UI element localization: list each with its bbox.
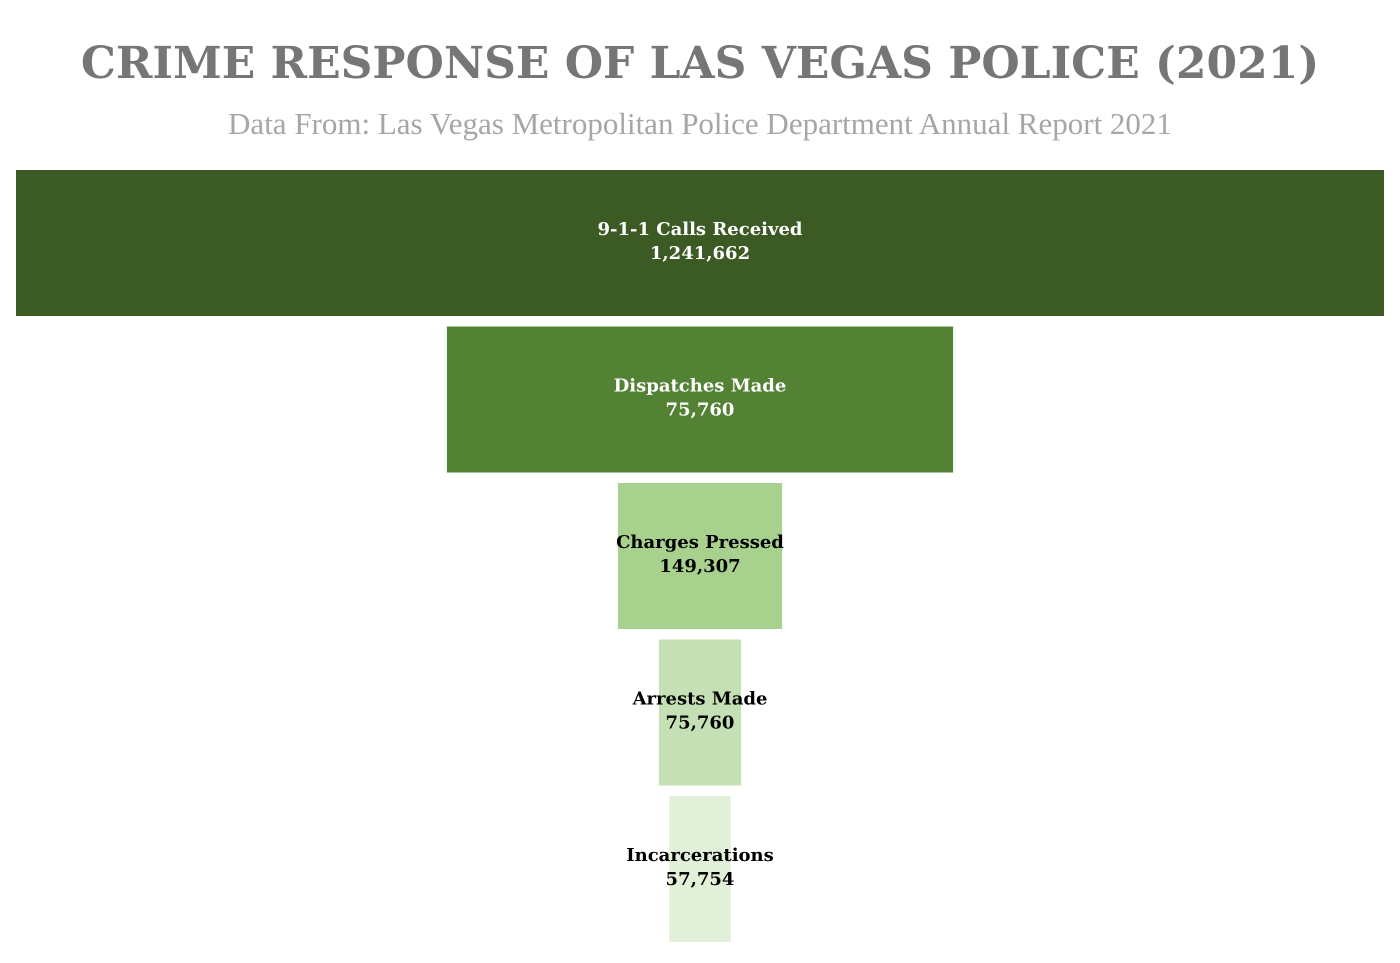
funnel-stage-value-2: 75,760 [665, 399, 735, 421]
funnel-stage-value-3: 149,307 [659, 556, 741, 577]
funnel-stage-name-1: 9-1-1 Calls Received [597, 219, 803, 240]
funnel-stage-name-5: Incarcerations [626, 845, 774, 866]
funnel-stage-value-5: 57,754 [665, 869, 735, 890]
chart-subtitle: Data From: Las Vegas Metropolitan Police Department Annual Report 2021 [228, 106, 1172, 141]
funnel-stage-name-2: Dispatches Made [613, 375, 787, 397]
funnel-stage-name-4: Arrests Made [632, 688, 768, 710]
funnel-stage-value-1: 1,241,662 [649, 243, 751, 264]
funnel-stage-value-4: 75,760 [665, 712, 735, 734]
chart-title: CRIME RESPONSE OF LAS VEGAS POLICE (2021) [80, 38, 1320, 89]
funnel-stage-name-3: Charges Pressed [616, 532, 784, 553]
